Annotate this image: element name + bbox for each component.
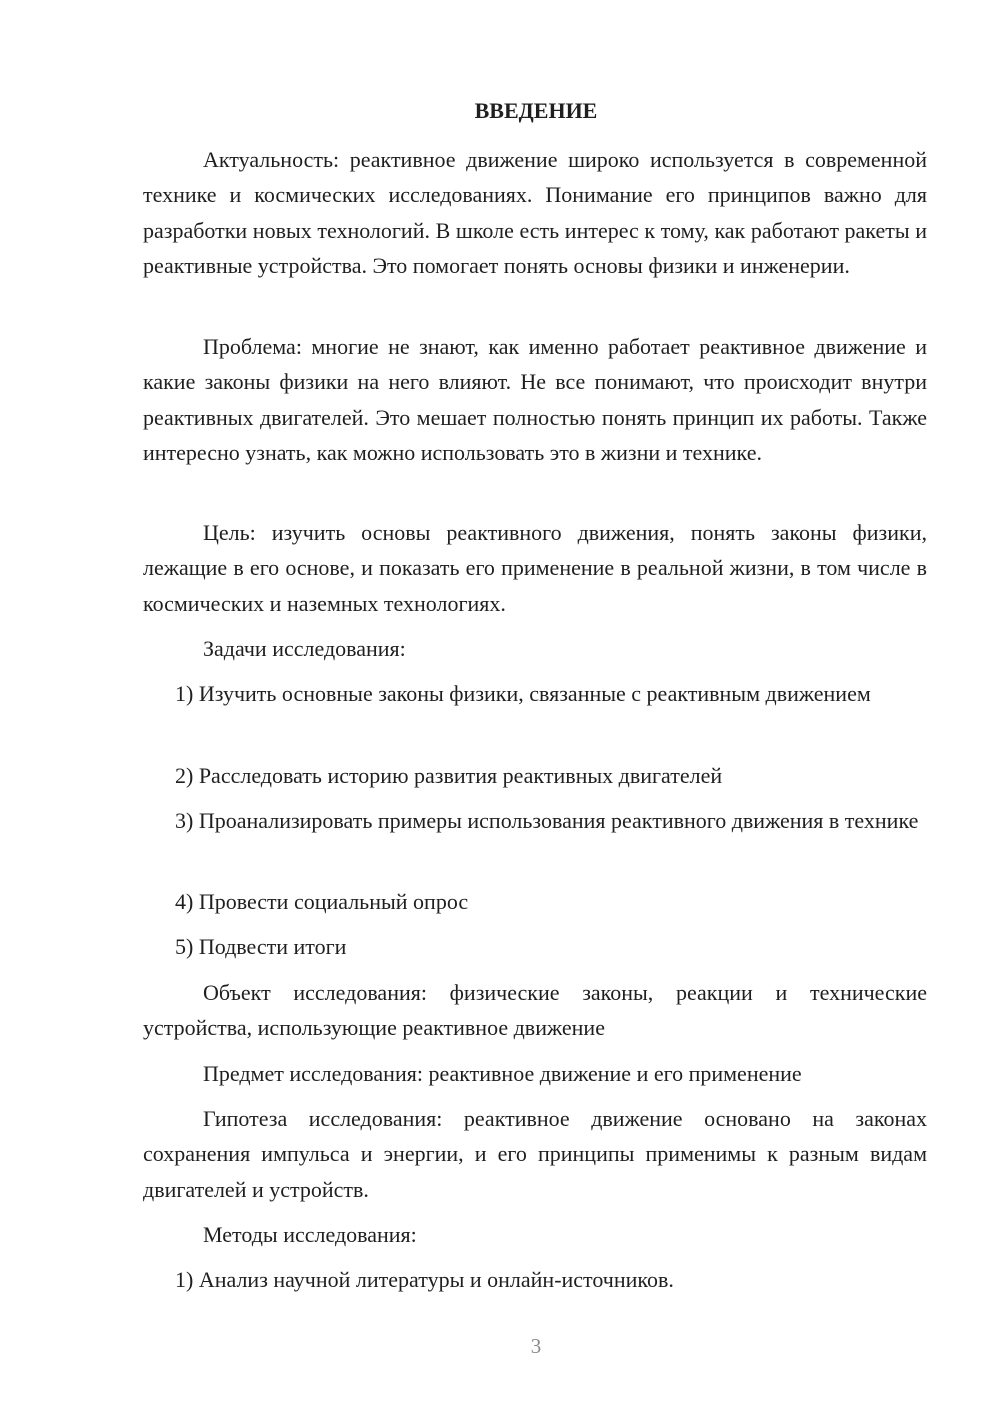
task-item-4: 4) Провести социальный опрос (175, 889, 469, 914)
object-paragraph: Объект исследования: физические законы, реакции и технические устройства, использующие реактивное движение (143, 980, 927, 1041)
hypothesis-paragraph: Гипотеза исследования: реактивное движение основано на законах сохранения импульса и энергии, и его принципы применимы к разным видам двигателей и устройств. (143, 1106, 927, 1202)
methods-heading: Методы исследования: (203, 1222, 417, 1247)
tasks-heading: Задачи исследования: (203, 636, 406, 661)
method-item-1: 1) Анализ научной литературы и онлайн-источников. (175, 1267, 674, 1292)
relevance-paragraph: Актуальность: реактивное движение широко используется в современной технике и космических исследованиях. Понимание его принципов важно для разработки новых технологий. В школе есть интерес к тому, как работают ракеты и реактивные устройства. Это помогает понять основы физики и инженерии. (143, 147, 927, 279)
problem-paragraph: Проблема: многие не знают, как именно работает реактивное движение и какие законы физики на него влияют. Не все понимают, что происходит внутри реактивных двигателей. Это мешает полностью понять принцип их работы. Также интересно узнать, как можно использовать это в жизни и технике. (143, 334, 927, 466)
task-item-2: 2) Расследовать историю развития реактивных двигателей (175, 763, 723, 788)
subject-paragraph: Предмет исследования: реактивное движение и его применение (203, 1061, 802, 1086)
page-number: 3 (530, 1334, 542, 1358)
goal-paragraph: Цель: изучить основы реактивного движения, понять законы физики, лежащие в его основе, и показать его применение в реальной жизни, в том числе в космических и наземных технологиях. (143, 520, 927, 616)
task-item-1: 1) Изучить основные законы физики, связанные с реактивным движением (175, 681, 871, 706)
section-title: ВВЕДЕНИЕ (474, 98, 598, 123)
task-item-3: 3) Проанализировать примеры использования реактивного движения в технике (175, 808, 919, 833)
task-item-5: 5) Подвести итоги (175, 934, 347, 959)
